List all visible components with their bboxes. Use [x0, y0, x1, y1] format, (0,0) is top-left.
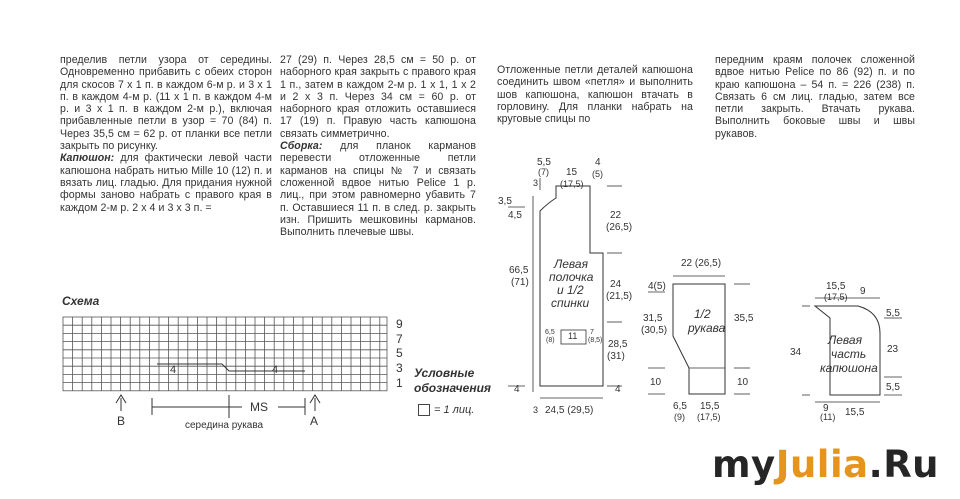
front-label-line: спинки [551, 296, 590, 310]
dim-top-55: 5,5 [537, 157, 551, 168]
pocket-dim-7: 7 [590, 329, 594, 336]
hood-dim-left-34: 34 [790, 347, 802, 358]
sleeve-dim-bottom-155b: (17,5) [697, 412, 721, 422]
dim-top-3: 3 [533, 178, 539, 188]
pocket-dim-11: 11 [568, 331, 578, 341]
sleeve-dim-bottom-65: 6,5 [673, 401, 687, 412]
label-a: A [310, 414, 319, 428]
label-b: B [117, 414, 126, 428]
chart-row-numbers [396, 317, 403, 390]
hood-dim-top-155: 15,5 [826, 281, 846, 292]
dim-top-55b: (7) [538, 167, 549, 177]
hood-dim-right-23: 23 [887, 344, 899, 355]
sleeve-dim-left-4: 4(5) [648, 281, 666, 292]
dim-top-4b: (5) [592, 169, 603, 179]
hood-dim-bottom-9: 9 [823, 403, 829, 414]
pocket-dim-7b: (8,5) [588, 337, 603, 344]
dim-left-35: 3,5 [498, 196, 512, 207]
paragraph-text: для фактически левой части капюшона набрать нитью Mille 10 (12) п. и вязать лиц. гладью. Для придания нужной формы заново набрать с правого края в каждом 2-м р. 2 х 4 и 3 х 3 п. = [60, 152, 272, 214]
dim-right-285b: (31) [607, 351, 625, 362]
legend-title-line2: обозначения [414, 381, 491, 395]
row-number: 3 [396, 361, 403, 375]
paragraph-text: для планок карманов перевести отложенные петли карманов на спицы № 7 и связать сложенной вдвое нитью Pelice 1 р. лиц., при этом равномерно убавить 7 п. Оставшиеся 11 п. в след. р. закрыть изн. Пришить мешковины карманов. Выполнить плечевые швы. [280, 140, 476, 239]
paragraph: 27 (29) п. Через 28,5 см = 50 р. от наборного края закрыть с правого края 1 п., затем в каждом 2-м р. 1 х 1, 1 х 2 и 2 х 3 п. Через 34 см = 60 р. от наборного края отложить оставшиеся 17 (19) п. Правую часть капюшона связать симметрично. [280, 54, 476, 140]
sleeve-dim-bottom-65b: (9) [674, 412, 685, 422]
repeat-marker-right: 4 [272, 364, 279, 376]
row-number: 7 [396, 332, 403, 346]
logo-part: my [712, 443, 776, 486]
dim-right-24b: (21,5) [606, 291, 633, 302]
dim-left-665b: (71) [511, 277, 529, 288]
dim-left-45: 4,5 [508, 210, 522, 221]
front-label-line: и 1/2 [557, 283, 584, 297]
hood-dim-top-155b: (17,5) [824, 292, 848, 302]
chart-grid [63, 317, 387, 391]
sleeve-dim-top-22: 22 (26,5) [681, 258, 722, 269]
dim-right-285: 28,5 [608, 339, 628, 350]
logo-part: .Ru [868, 443, 940, 486]
row-number: 5 [396, 346, 403, 360]
sleeve-labels [641, 258, 754, 422]
hood-dim-bottom-9b: (11) [820, 412, 836, 422]
dim-bottom-3: 3 [533, 405, 539, 415]
sleeve-dim-bottom-155: 15,5 [700, 401, 720, 412]
hood-dim-bottom-155: 15,5 [845, 407, 865, 418]
dim-right-22b: (26,5) [606, 222, 633, 233]
sleeve-outline [673, 284, 725, 394]
dim-bottom-245: 24,5 (29,5) [545, 405, 594, 416]
dim-left-4: 4 [514, 384, 520, 395]
dim-right-4: 4 [615, 384, 621, 395]
sleeve-dim-right-355: 35,5 [734, 313, 754, 324]
hood-label-line: часть [831, 347, 867, 361]
section-label-assembly: Сборка: [280, 140, 323, 153]
logo-part: Julia [775, 443, 869, 486]
sleeve-dim-left-315: 31,5 [643, 313, 663, 324]
dim-top-15b: (17,5) [560, 179, 584, 189]
hood-dim-top-9: 9 [860, 286, 866, 297]
section-label-hood: Капюшон: [60, 152, 115, 165]
row-number: 9 [396, 317, 403, 331]
sleeve-label-line: 1/2 [694, 307, 711, 321]
hood-label-line: капюшона [820, 361, 878, 375]
chart-title: Схема [62, 294, 100, 308]
hood-dim-right-55b: 5,5 [886, 382, 900, 393]
repeat-marker-left: 4 [170, 364, 177, 376]
dim-top-15: 15 [566, 167, 578, 178]
pocket-dim-65: 6,5 [545, 329, 555, 336]
legend-item-text: = 1 лиц. [434, 404, 475, 416]
paragraph: передним краям полочек сложенной вдвое нитью Pelice по 86 (92) п. и по краю капюшона – 54 п. = 226 (238) п. Связать 6 см лиц. гладью, затем все петли закрыть. Втачать рукава. Выполнить боковые швы и швы рукавов. [715, 54, 915, 140]
dim-left-665: 66,5 [509, 265, 529, 276]
row-number: 1 [396, 376, 403, 390]
sleeve-dim-left-10: 10 [650, 377, 662, 388]
label-sleeve-center: середина рукава [185, 420, 264, 431]
paragraph: Отложенные петли деталей капюшона соединить швом «петля» и выполнить шов капюшона, капюшон втачать в горловину. Для планки набрать на круговые спицы по [497, 64, 693, 126]
sleeve-dim-left-315b: (30,5) [641, 325, 668, 336]
hood-label-line: Левая [828, 333, 862, 347]
pocket-dim-65b: (8) [546, 337, 555, 344]
front-label-line: полочка [549, 270, 594, 284]
front-labels [498, 157, 632, 416]
dim-top-4: 4 [595, 157, 601, 168]
site-logo [712, 443, 939, 486]
dim-right-22: 22 [610, 210, 622, 221]
hood-dim-right-55a: 5,5 [886, 308, 900, 319]
sleeve-dim-right-10: 10 [737, 377, 749, 388]
hood-labels [790, 281, 900, 422]
grid-border [63, 317, 387, 391]
label-ms: MS [250, 400, 268, 414]
sleeve-label-line: рукава [688, 321, 726, 335]
dim-right-24: 24 [610, 279, 622, 290]
paragraph: пределив петли узора от середины. Одновременно прибавить с обеих сторон для скосов 7 х 1 п. в каждом 6-м р. и 3 х 1 п. в каждом 4-м р. (11 х 1 п. в каждом 4-м р. и 3 х 1 п. в каждом 2-м р.), включая прибавленные петли в узор = 70 (84) п. Через 35,5 см = 62 р. от планки все петли закрыть по рисунку. [60, 54, 272, 153]
front-label-line: Левая [554, 257, 588, 271]
pattern-step-line [157, 364, 305, 371]
legend-title-line1: Условные [414, 366, 475, 380]
